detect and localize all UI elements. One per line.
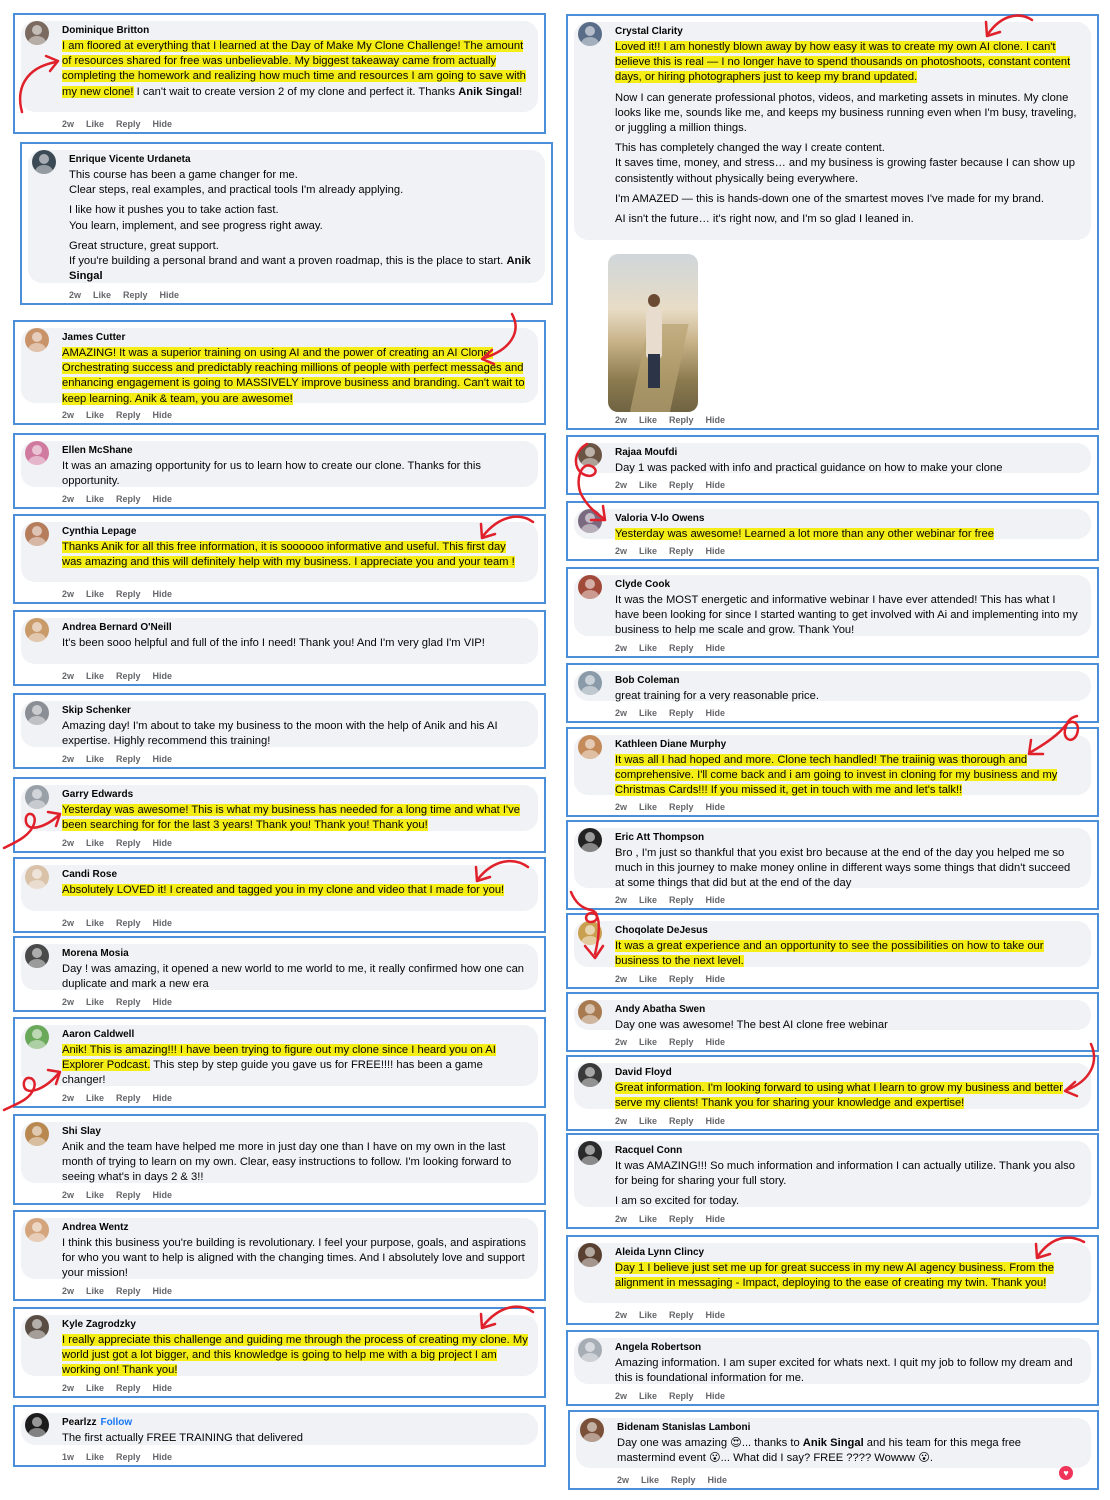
comment-card — [566, 1330, 1099, 1406]
like-button[interactable]: Like — [639, 415, 658, 425]
comment-card — [566, 567, 1099, 658]
heart-reaction-icon[interactable]: ♥ — [1059, 1466, 1073, 1480]
reply-button[interactable]: Reply — [123, 290, 148, 300]
commenter-name — [62, 1417, 528, 1429]
reply-button[interactable]: Reply — [669, 643, 694, 653]
comment-actions: 2w Like Reply Hide — [615, 1116, 726, 1126]
comment-text: Bro , I'm just so thankful that you exist bro because at the end of the day you helped me so much in this journey to make money online in different ways some things that didn't succeed at some things that did but at the end of the day — [615, 847, 1071, 890]
hide-button[interactable]: Hide — [705, 974, 726, 984]
comment-text: Anik and the team have helped me more in just day one than I have on my own in the last month of trying to learn on my own. Clear, easy instructions to follow. I'm looking forward to seeing what's in days 2 & 3!! — [62, 1141, 512, 1184]
like-button[interactable]: Like — [639, 1391, 658, 1401]
hide-button[interactable]: Hide — [152, 918, 173, 928]
comment-actions: 2w Like Reply Hide — [62, 410, 173, 420]
like-button[interactable]: Like — [86, 1286, 105, 1296]
comment-text: It was the MOST energetic and informative webinar I have ever attended! This has what I have been looking for since I started wanting to get involved with Ai and implementing into my business to help me scale and grow. Thank You! — [615, 594, 1078, 637]
avatar[interactable] — [578, 22, 602, 46]
comment-card — [566, 820, 1099, 910]
comment-text — [62, 346, 528, 407]
like-button[interactable]: Like — [641, 1475, 660, 1485]
commenter-name[interactable]: Kathleen Diane Murphy — [615, 739, 727, 750]
comment-actions: 2w Like Reply Hide — [615, 802, 726, 812]
avatar[interactable] — [578, 1141, 602, 1165]
commenter-name[interactable]: Aaron Caldwell — [62, 1029, 135, 1040]
hide-button[interactable]: Hide — [152, 410, 173, 420]
reply-button[interactable]: Reply — [669, 802, 694, 812]
like-button[interactable]: Like — [86, 1383, 105, 1393]
comment-card — [566, 663, 1099, 723]
hide-button[interactable]: Hide — [705, 415, 726, 425]
reply-button[interactable]: Reply — [116, 494, 141, 504]
avatar[interactable] — [578, 1063, 602, 1087]
comment-card — [13, 13, 546, 134]
commenter-name[interactable]: Garry Edwards — [62, 789, 134, 800]
comment-actions: 2w Like Reply Hide — [69, 290, 180, 300]
highlighted-text: I am floored at everything that I learned at the Day of Make My Clone Challenge! The amount of resources shared for free was unbelievable. My biggest takeaway came from actually completing the homework and realizing how much time and resources I am going to save with my new clone! — [62, 40, 526, 98]
hide-button[interactable]: Hide — [152, 1093, 173, 1103]
avatar[interactable] — [25, 944, 49, 968]
highlighted-text: AMAZING! It was a superior training on using AI and the power of creating an AI Clone. Orchestrating success and predictably reaching millions of people with perfect messages and enhancing engagement is going to MASSIVELY improve business and branding. Can't wait to keep learning. Anik & team, you are awesome! — [62, 347, 525, 405]
commenter-name[interactable]: Andrea Bernard O'Neill — [62, 622, 172, 633]
avatar[interactable] — [25, 1122, 49, 1146]
commenter-name[interactable]: Skip Schenker — [62, 705, 131, 716]
commenter-name[interactable]: Bidenam Stanislas Lamboni — [617, 1422, 751, 1433]
mention-link[interactable]: Anik Singal — [69, 255, 531, 283]
comment-card — [566, 1055, 1099, 1131]
like-button[interactable]: Like — [639, 546, 658, 556]
hide-button[interactable]: Hide — [152, 671, 173, 681]
comment-card — [566, 501, 1099, 561]
comment-text: Day ! was amazing, it opened a new world to me world to me, it really confirmed how one can duplicate and mark a new era — [62, 963, 525, 991]
reply-button[interactable]: Reply — [669, 1116, 694, 1126]
comment-actions: 2w Like Reply Hide — [62, 918, 173, 928]
comment-card — [566, 727, 1099, 817]
avatar[interactable] — [25, 618, 49, 642]
highlighted-text: Thanks Anik for all this free information, it is soooooo informative and useful. This first day was amazing and this will definitely help with my business. I appreciate you and your team ! — [62, 541, 515, 569]
comment-card — [566, 992, 1099, 1052]
reply-button[interactable]: Reply — [116, 410, 141, 420]
comment-card — [13, 1114, 546, 1205]
comment-card — [568, 1410, 1099, 1490]
comment-text: It's been sooo helpful and full of the info I need! Thank you! And I'm very glad I'm VIP! — [62, 637, 485, 649]
comment-card — [13, 857, 546, 933]
reply-button[interactable]: Reply — [116, 671, 141, 681]
like-button[interactable]: Like — [639, 1310, 658, 1320]
reply-button[interactable]: Reply — [671, 1475, 696, 1485]
comment-card — [13, 936, 546, 1012]
avatar[interactable] — [578, 921, 602, 945]
avatar[interactable] — [25, 785, 49, 809]
comment-card — [13, 433, 546, 509]
reply-button[interactable]: Reply — [116, 918, 141, 928]
comment-actions: 2w Like Reply Hide — [62, 1190, 173, 1200]
reply-button[interactable]: Reply — [116, 838, 141, 848]
like-button[interactable]: Like — [86, 918, 105, 928]
comment-actions: 2w Like Reply Hide — [615, 1037, 726, 1047]
commenter-name[interactable]: Valoria V-lo Owens — [615, 513, 705, 524]
mention-link[interactable]: Anik Singal — [802, 1437, 864, 1449]
avatar[interactable] — [25, 328, 49, 352]
avatar[interactable] — [25, 1025, 49, 1049]
highlighted-text: It was all I had hoped and more. Clone tech handled! The traiinig was thorough and comprehensive. I'll come back and i am going to invest in cloning for my business and my Christmas Cards!!! If you missed it, get in touch with me and let's talk!! — [615, 754, 1058, 797]
like-button[interactable]: Like — [639, 974, 658, 984]
comment-actions: 2w Like Reply Hide — [615, 643, 726, 653]
comment-text: Amazing information. I am super excited for whats next. I quit my job to follow my dream and this is foundational information for me. — [615, 1357, 1073, 1385]
avatar[interactable] — [25, 701, 49, 725]
comment-text — [62, 1333, 528, 1379]
avatar[interactable] — [578, 671, 602, 695]
like-button[interactable]: Like — [639, 895, 658, 905]
commenter-name[interactable]: Angela Robertson — [615, 1342, 702, 1353]
reply-button[interactable]: Reply — [669, 480, 694, 490]
like-button[interactable]: Like — [93, 290, 112, 300]
commenter-name[interactable]: Dominique Britton — [62, 25, 150, 36]
reply-button[interactable]: Reply — [116, 754, 141, 764]
hide-button[interactable]: Hide — [705, 643, 726, 653]
mention-link[interactable]: Anik Singal — [458, 85, 520, 98]
commenter-name[interactable]: Enrique Vicente Urdaneta — [69, 154, 191, 165]
reply-button[interactable]: Reply — [116, 1383, 141, 1393]
comment-text — [615, 753, 1081, 799]
like-button[interactable]: Like — [639, 1116, 658, 1126]
comment-actions: 2w Like Reply Hide — [615, 1310, 726, 1320]
comment-text: Day one was amazing 😍... thanks to Anik Singal and his team for this mega free mastermind event 😮... What did I say? FREE ???? Wowww 😮. — [617, 1437, 1022, 1465]
reply-button[interactable]: Reply — [669, 546, 694, 556]
avatar[interactable] — [580, 1418, 604, 1442]
highlighted-text: Anik! This is amazing!!! I have been trying to figure out my clone since I heard you on AI Explorer Podcast. — [62, 1044, 496, 1072]
like-button[interactable]: Like — [86, 838, 105, 848]
comment-text — [62, 540, 528, 570]
like-button[interactable]: Like — [639, 1037, 658, 1047]
avatar[interactable] — [25, 441, 49, 465]
highlighted-text: Yesterday was awesome! Learned a lot more than any other webinar for free — [615, 528, 994, 540]
comment-card — [13, 1405, 546, 1467]
avatar[interactable] — [25, 865, 49, 889]
reply-button[interactable]: Reply — [669, 1310, 694, 1320]
hide-button[interactable]: Hide — [152, 1383, 173, 1393]
hide-button[interactable]: Hide — [159, 290, 180, 300]
comment-card — [566, 435, 1099, 495]
reply-button[interactable]: Reply — [116, 1286, 141, 1296]
commenter-name[interactable]: Cynthia Lepage — [62, 526, 137, 537]
comment-actions: 2w Like Reply Hide — [62, 754, 173, 764]
hide-button[interactable]: Hide — [707, 1475, 728, 1485]
like-button[interactable]: Like — [86, 589, 105, 599]
comment-text: This course has been a game changer for me. Clear steps, real examples, and practical tools I'm already applying. I like how it pushes you to take action fast. You learn, implement, and see progress right away. Great structure, great support. If you're building a personal brand and want a proven roadmap, this is the place to start. Anik Singal — [69, 169, 531, 283]
commenter-name[interactable]: Bob Coleman — [615, 675, 680, 686]
comment-actions: 2w Like Reply Hide — [62, 589, 173, 599]
comment-card — [20, 142, 553, 305]
comment-actions: 2w Like Reply Hide — [615, 1214, 726, 1224]
reply-button[interactable]: Reply — [669, 895, 694, 905]
comment-actions: 2w Like Reply Hide — [62, 1093, 173, 1103]
hide-button[interactable]: Hide — [705, 546, 726, 556]
comment-actions: 2w Like Reply Hide — [615, 546, 726, 556]
hide-button[interactable]: Hide — [152, 997, 173, 1007]
commenter-name[interactable]: Clyde Cook — [615, 579, 671, 590]
like-button[interactable]: Like — [86, 1452, 105, 1462]
reply-button[interactable]: Reply — [116, 1093, 141, 1103]
like-button[interactable]: Like — [639, 480, 658, 490]
comment-card — [13, 320, 546, 425]
like-button[interactable]: Like — [86, 494, 105, 504]
hide-button[interactable]: Hide — [705, 1214, 726, 1224]
commenter-name[interactable]: Morena Mosia — [62, 948, 129, 959]
hide-button[interactable]: Hide — [152, 494, 173, 504]
hide-button[interactable]: Hide — [152, 119, 173, 129]
avatar[interactable] — [578, 1000, 602, 1024]
avatar[interactable] — [25, 1413, 49, 1437]
avatar[interactable] — [578, 1338, 602, 1362]
commenter-name[interactable]: Ellen McShane — [62, 445, 133, 456]
avatar[interactable] — [578, 443, 602, 467]
reply-button[interactable]: Reply — [669, 1037, 694, 1047]
comment-text: Amazing day! I'm about to take my business to the moon with the help of Anik and his AI expertise. Highly recommend this training! — [62, 720, 498, 748]
hide-button[interactable]: Hide — [152, 754, 173, 764]
reply-button[interactable]: Reply — [116, 997, 141, 1007]
hide-button[interactable]: Hide — [152, 1190, 173, 1200]
highlighted-text: Great information. I'm looking forward to using what I learn to grow my business and better serve my clients! Thank you for sharing your knowledge and expertise! — [615, 1082, 1063, 1110]
comment-text: It was AMAZING!!! So much information and information I can actually utilize. Thank you also for being for sharing your full story. I am so excited for today. — [615, 1160, 1075, 1208]
comment-card — [13, 1017, 546, 1108]
follow-button[interactable]: Follow — [100, 1417, 133, 1428]
comment-actions: 2w Like Reply Hide — [62, 838, 173, 848]
commenter-name[interactable]: Eric Att Thompson — [615, 832, 705, 843]
reply-button[interactable]: Reply — [116, 119, 141, 129]
comment-actions: 1w Like Reply Hide — [62, 1452, 173, 1462]
reply-button[interactable]: Reply — [669, 415, 694, 425]
attached-photo[interactable] — [608, 254, 698, 412]
comment-text: Anik! This is amazing!!! I have been trying to figure out my clone since I heard you on AI Explorer Podcast. This step by step guide you gave us for FREE!!!! has been a game changer! — [62, 1044, 496, 1087]
hide-button[interactable]: Hide — [705, 1037, 726, 1047]
comment-card — [13, 777, 546, 853]
avatar[interactable] — [25, 1218, 49, 1242]
commenter-name[interactable]: Candi Rose — [62, 869, 118, 880]
comment-actions: 2w Like Reply Hide — [615, 895, 726, 905]
comment-text — [615, 939, 1081, 969]
avatar[interactable] — [578, 575, 602, 599]
comment-card — [566, 14, 1099, 430]
like-button[interactable]: Like — [86, 410, 105, 420]
highlighted-text: It was a great experience and an opportunity to see the possibilities on how to take our business to the next level. — [615, 940, 1044, 968]
commenter-name[interactable]: Choqolate DeJesus — [615, 925, 708, 936]
comment-text: Day one was awesome! The best AI clone free webinar — [615, 1019, 888, 1031]
like-button[interactable]: Like — [86, 997, 105, 1007]
highlighted-text: Day 1 I believe just set me up for great success in my new AI agency business. From the alignment in messaging - Impact, deploying to the ease of creating my twin. Thank you! — [615, 1262, 1054, 1290]
highlighted-text: Absolutely LOVED it! I created and tagged you in my clone and video that I made for you! — [62, 884, 505, 896]
commenter-name[interactable]: Shi Slay — [62, 1126, 101, 1137]
hide-button[interactable]: Hide — [705, 480, 726, 490]
reply-button[interactable]: Reply — [669, 708, 694, 718]
like-button[interactable]: Like — [86, 754, 105, 764]
comment-actions: 2w Like Reply Hide — [615, 1391, 726, 1401]
comment-text: Loved it!! I am honestly blown away by how easy it was to create my own AI clone. I can't believe this is real — I no longer have to spend thousands on photoshoots, constant content days, or hiring photographers just to keep my brand updated. Now I can generate professional photos, videos, and marketing assets in minutes. My clone looks like me, sounds like me, and keeps my business running even when I'm busy, traveling, or juggling a million things. This has completely changed the way I create content. It saves time, money, and stress… and my business is growing faster because I can show up consistently without physically being everywhere. I'm AMAZED — this is hands-down one of the smartest moves I've made for my brand. AI isn't the future… it's right now, and I'm so glad I leaned in. — [615, 41, 1077, 226]
comment-actions: 2w Like Reply Hide — [615, 708, 726, 718]
like-button[interactable]: Like — [86, 1190, 105, 1200]
commenter-name[interactable]: Aleida Lynn Clincy — [615, 1247, 705, 1258]
comment-card — [566, 1133, 1099, 1229]
commenter-name[interactable]: Kyle Zagrodzky — [62, 1319, 136, 1330]
comment-actions: 2w Like Reply Hide — [617, 1475, 728, 1485]
like-button[interactable]: Like — [86, 119, 105, 129]
comment-actions: 2w Like Reply Hide — [62, 494, 173, 504]
comment-text: great training for a very reasonable price. — [615, 690, 819, 702]
commenter-name[interactable]: Andy Abatha Swen — [615, 1004, 706, 1015]
commenter-name[interactable]: Racquel Conn — [615, 1145, 683, 1156]
highlighted-text: I really appreciate this challenge and guiding me through the process of creating my clone. My world just got a lot bigger, and this knowledge is going to help me with a big project I am working on! Thank you! — [62, 1334, 528, 1377]
hide-button[interactable]: Hide — [152, 1452, 173, 1462]
like-button[interactable]: Like — [86, 671, 105, 681]
highlighted-text: Loved it!! I am honestly blown away by how easy it was to create my own AI clone. I can't believe this is real — I no longer have to spend thousands on photoshoots, constant content days, or hiring photographers just to keep my brand updated. — [615, 41, 1071, 84]
comment-text — [62, 803, 528, 833]
commenter-name[interactable]: Andrea Wentz — [62, 1222, 129, 1233]
avatar[interactable] — [25, 1315, 49, 1339]
hide-button[interactable]: Hide — [152, 1286, 173, 1296]
comment-text — [615, 527, 1081, 542]
comment-text — [62, 883, 528, 898]
comment-actions: 2w Like Reply Hide — [62, 1286, 173, 1296]
commenter-name[interactable]: James Cutter — [62, 332, 126, 343]
like-button[interactable]: Like — [639, 802, 658, 812]
hide-button[interactable]: Hide — [705, 895, 726, 905]
avatar[interactable] — [25, 522, 49, 546]
comment-actions: 2w Like Reply Hide — [615, 415, 726, 425]
hide-button[interactable]: Hide — [705, 708, 726, 718]
comment-actions: 2w Like Reply Hide — [615, 480, 726, 490]
comment-actions: 2w Like Reply Hide — [62, 671, 173, 681]
reply-button[interactable]: Reply — [116, 1190, 141, 1200]
like-button[interactable]: Like — [639, 643, 658, 653]
hide-button[interactable]: Hide — [152, 838, 173, 848]
comment-text — [615, 1261, 1081, 1291]
comment-text — [615, 1081, 1081, 1111]
comment-text: The first actually FREE TRAINING that delivered — [62, 1432, 304, 1444]
commenter-name-link[interactable]: Pearlzz — [62, 1417, 97, 1428]
hide-button[interactable]: Hide — [152, 589, 173, 599]
like-button[interactable]: Like — [639, 708, 658, 718]
reply-button[interactable]: Reply — [669, 1391, 694, 1401]
hide-button[interactable]: Hide — [705, 1310, 726, 1320]
avatar[interactable] — [32, 150, 56, 174]
reply-button[interactable]: Reply — [116, 589, 141, 599]
comment-card — [13, 693, 546, 769]
commenter-name[interactable]: Crystal Clarity — [615, 26, 683, 37]
comment-card — [566, 1235, 1099, 1325]
avatar[interactable] — [25, 21, 49, 45]
like-button[interactable]: Like — [86, 1093, 105, 1103]
avatar[interactable] — [578, 828, 602, 852]
comment-actions: 2w Like Reply Hide — [62, 1383, 173, 1393]
comment-text: Day 1 was packed with info and practical guidance on how to make your clone — [615, 462, 1003, 474]
comment-actions: 2w Like Reply Hide — [62, 997, 173, 1007]
hide-button[interactable]: Hide — [705, 1391, 726, 1401]
hide-button[interactable]: Hide — [705, 802, 726, 812]
commenter-name[interactable]: Rajaa Moufdi — [615, 447, 678, 458]
comment-text: It was an amazing opportunity for us to learn how to create our clone. Thanks for this opportunity. — [62, 460, 481, 488]
like-button[interactable]: Like — [639, 1214, 658, 1224]
avatar[interactable] — [578, 1243, 602, 1267]
comment-text: I am floored at everything that I learned at the Day of Make My Clone Challenge! The amount of resources shared for free was unbelievable. My biggest takeaway came from actually completing the homework and realizing how much time and resources I am going to save with my new clone! I can't wait to create version 2 of my clone and perfect it. Thanks Anik Singal! — [62, 40, 526, 98]
comment-card — [13, 514, 546, 604]
comment-card — [13, 1210, 546, 1301]
reply-button[interactable]: Reply — [116, 1452, 141, 1462]
hide-button[interactable]: Hide — [705, 1116, 726, 1126]
comment-actions: 2w Like Reply Hide — [62, 119, 173, 129]
commenter-name[interactable]: David Floyd — [615, 1067, 672, 1078]
reply-button[interactable]: Reply — [669, 974, 694, 984]
avatar[interactable] — [578, 509, 602, 533]
reply-button[interactable]: Reply — [669, 1214, 694, 1224]
comment-actions: 2w Like Reply Hide — [615, 974, 726, 984]
comment-text: I think this business you're building is revolutionary. I feel your purpose, goals, and aspirations for who you want to help is aligned with the changing times. And I absolutely love and support your mission! — [62, 1237, 526, 1280]
avatar[interactable] — [578, 735, 602, 759]
highlighted-text: Yesterday was awesome! This is what my business has needed for a long time and what I've been searching for for the last 3 years! Thank you! Thank you! Thank you! — [62, 804, 520, 832]
comment-card — [13, 610, 546, 686]
comment-card — [566, 913, 1099, 989]
comment-card — [13, 1307, 546, 1398]
